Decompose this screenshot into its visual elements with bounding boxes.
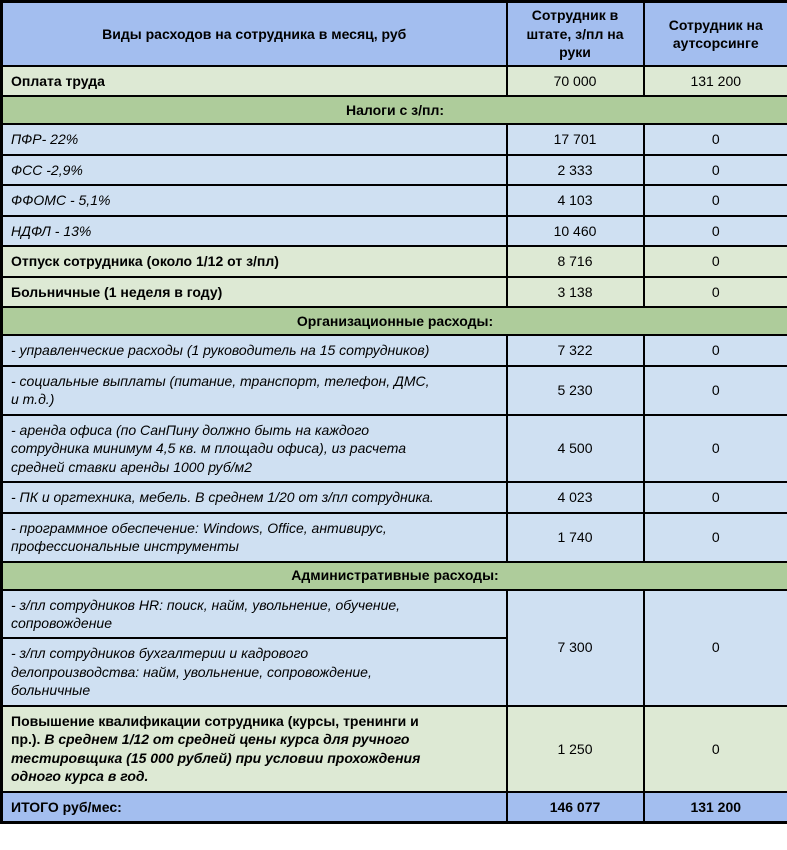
header-outsourced-employee: Сотрудник на аутсорсинге [644, 2, 787, 67]
outsource-value-cell: 0 [644, 155, 787, 185]
table-row [2, 216, 787, 246]
row-label-cell: - социальные выплаты (питание, транспорт, телефон, ДМС, и т.д.) [2, 366, 507, 415]
row-label-cell: Оплата труда [2, 66, 507, 96]
staff-value-cell: 8 716 [507, 246, 644, 276]
row-label-cell: ПФР- 22% [2, 124, 507, 154]
outsource-value-cell: 0 [644, 124, 787, 154]
table-body [2, 66, 787, 823]
section-row [2, 307, 787, 335]
row-label-cell: Отпуск сотрудника (около 1/12 от з/пл) [2, 246, 507, 276]
outsource-value-cell: 0 [644, 246, 787, 276]
section-header-cell: Налоги с з/пл: [2, 96, 787, 124]
section-row [2, 562, 787, 590]
outsource-value-cell: 131 200 [644, 66, 787, 96]
table-row [2, 246, 787, 276]
table-header [2, 2, 787, 67]
row-label-cell: - з/пл сотрудников HR: поиск, найм, увольнение, обучение, сопровождение [2, 590, 507, 639]
outsource-value-cell: 0 [644, 185, 787, 215]
total-row [2, 792, 787, 823]
staff-value-cell: 2 333 [507, 155, 644, 185]
table-row [2, 335, 787, 365]
row-label-cell: ФСС -2,9% [2, 155, 507, 185]
table-row [2, 366, 787, 415]
staff-value-cell: 17 701 [507, 124, 644, 154]
row-label-cell: Больничные (1 неделя в году) [2, 277, 507, 307]
outsource-value-cell: 0 [644, 277, 787, 307]
table-row [2, 415, 787, 482]
row-label-cell [2, 706, 507, 792]
staff-value-cell: 10 460 [507, 216, 644, 246]
table-row [2, 66, 787, 96]
outsource-value-cell: 0 [644, 335, 787, 365]
outsource-value-cell: 0 [644, 513, 787, 562]
row-label-cell: - программное обеспечение: Windows, Office, антивирус, профессиональные инструменты [2, 513, 507, 562]
staff-value-cell: 1 250 [507, 706, 644, 792]
staff-value-cell: 5 230 [507, 366, 644, 415]
outsource-value-cell: 131 200 [644, 792, 787, 823]
table-row [2, 706, 787, 792]
staff-value-cell: 146 077 [507, 792, 644, 823]
section-header-cell: Организационные расходы: [2, 307, 787, 335]
table-row [2, 513, 787, 562]
row-label-cell: ИТОГО руб/мес: [2, 792, 507, 823]
table-row [2, 277, 787, 307]
staff-value-cell: 4 103 [507, 185, 644, 215]
staff-value-cell: 4 500 [507, 415, 644, 482]
outsource-value-cell: 0 [644, 590, 787, 706]
header-expense-types: Виды расходов на сотрудника в месяц, руб [2, 2, 507, 67]
row-label-cell: - з/пл сотрудников бухгалтерии и кадрового делопроизводства: найм, увольнение, сопровождение, больничные [2, 638, 507, 705]
outsource-value-cell: 0 [644, 366, 787, 415]
header-row [2, 2, 787, 67]
staff-value-cell: 7 300 [507, 590, 644, 706]
table-row [2, 185, 787, 215]
staff-value-cell: 7 322 [507, 335, 644, 365]
table-row [2, 590, 787, 639]
outsource-value-cell: 0 [644, 482, 787, 512]
row-label-cell: - аренда офиса (по СанПину должно быть на каждого сотрудника минимум 4,5 кв. м площади офиса), из расчета средней ставки аренды 1000 руб/м2 [2, 415, 507, 482]
outsource-value-cell: 0 [644, 415, 787, 482]
staff-value-cell: 70 000 [507, 66, 644, 96]
row-label-cell: ФФОМС - 5,1% [2, 185, 507, 215]
staff-value-cell: 1 740 [507, 513, 644, 562]
outsource-value-cell: 0 [644, 216, 787, 246]
section-header-cell: Административные расходы: [2, 562, 787, 590]
table-row [2, 482, 787, 512]
section-row [2, 96, 787, 124]
row-label-cell: - управленческие расходы (1 руководитель на 15 сотрудников) [2, 335, 507, 365]
header-staff-employee: Сотрудник в штате, з/пл на руки [507, 2, 644, 67]
row-label-note: В среднем 1/12 от средней цены курса для ручного тестировщика (15 000 рублей) при условии прохождения одного курса в год. [11, 731, 421, 785]
table-row [2, 155, 787, 185]
staff-value-cell: 4 023 [507, 482, 644, 512]
outsource-value-cell: 0 [644, 706, 787, 792]
staff-value-cell: 3 138 [507, 277, 644, 307]
table-row [2, 124, 787, 154]
row-label-cell: НДФЛ - 13% [2, 216, 507, 246]
row-label-cell: - ПК и оргтехника, мебель. В среднем 1/20 от з/пл сотрудника. [2, 482, 507, 512]
row-label-lead: Повышение квалификации сотрудника (курсы, тренинги и пр.). [11, 712, 419, 748]
